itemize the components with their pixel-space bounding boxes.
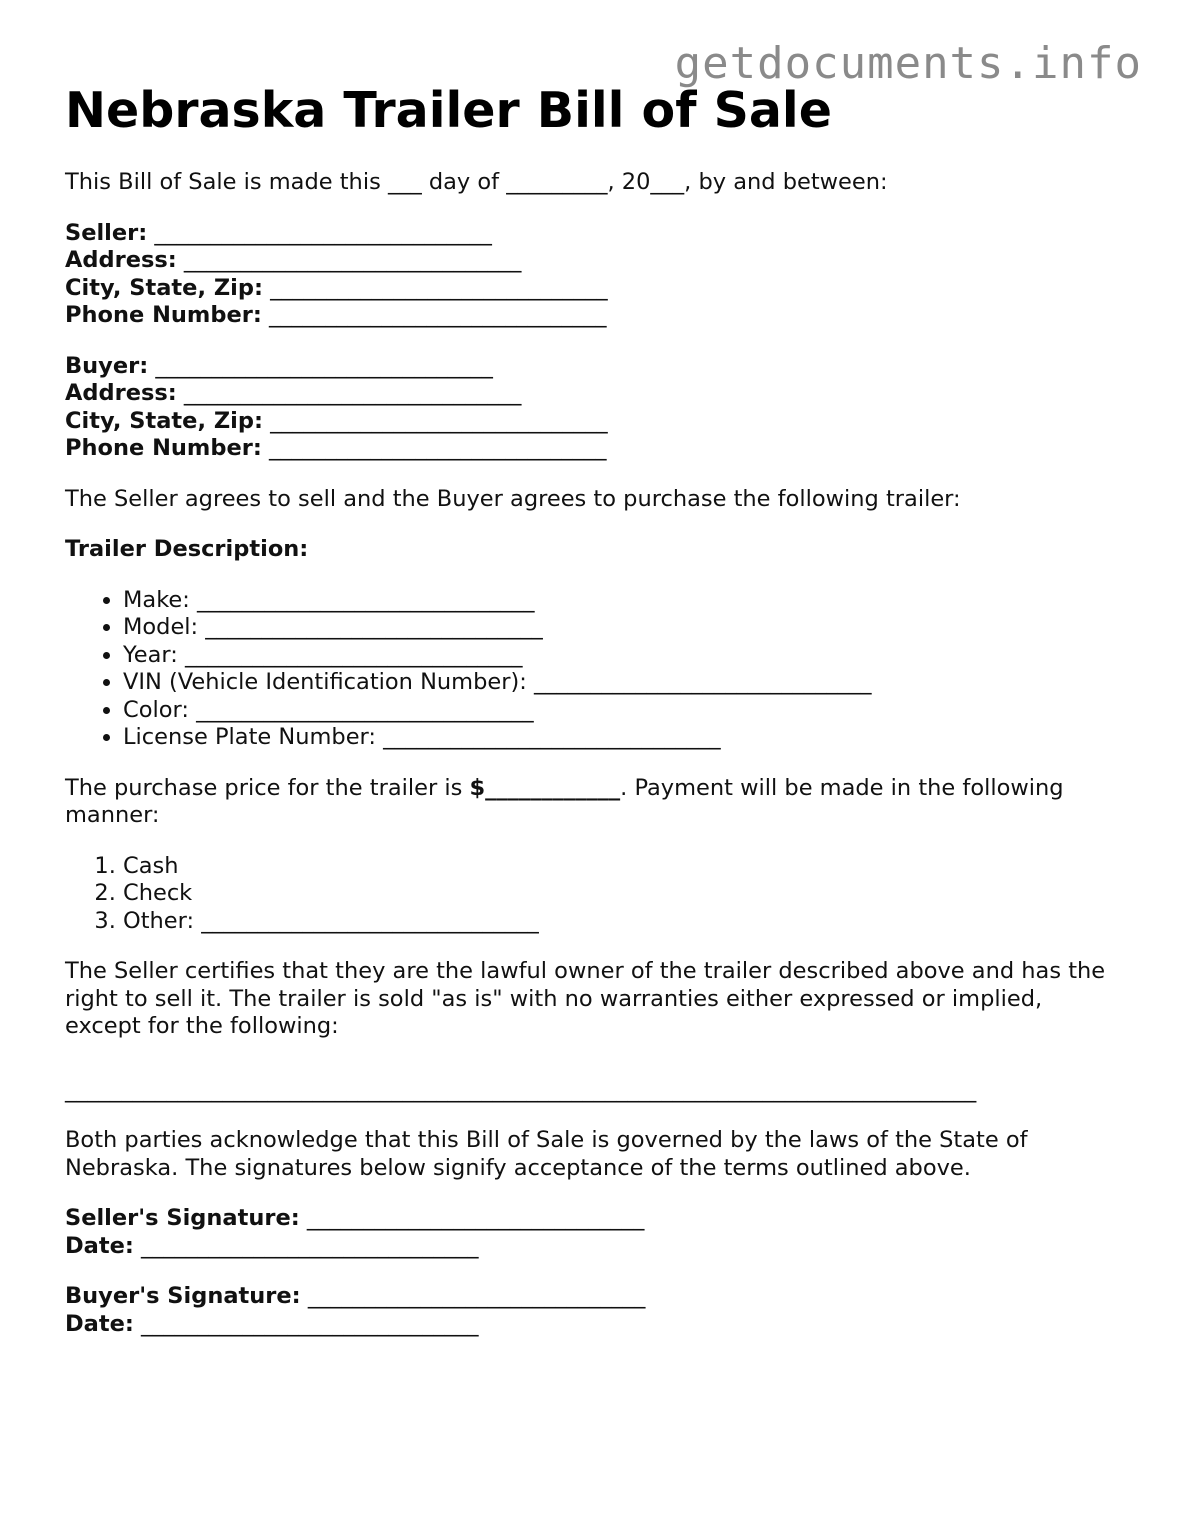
intro-paragraph: This Bill of Sale is made this ___ day of _________, 20___, by and between: xyxy=(65,169,888,195)
payment-methods-list xyxy=(65,853,1115,936)
document-page xyxy=(65,80,1115,1338)
buyer-name-blank: ______________________________ xyxy=(155,352,493,379)
trailer-description-list xyxy=(65,587,1115,752)
list-item-other: 3. Other: ______________________________ xyxy=(123,908,1115,936)
buyer-address-label: Address: xyxy=(65,380,177,406)
buyer-name-label: Buyer: xyxy=(65,352,149,379)
price-suffix: . Payment will be made in the following manner: xyxy=(65,774,1064,828)
buyer-section xyxy=(65,353,1115,463)
agreement-paragraph: The Seller agrees to sell and the Buyer agrees to purchase the following trailer: xyxy=(65,485,961,512)
list-item-vin: • VIN (Vehicle Identification Number): ______________________________ xyxy=(123,669,1115,697)
list-item-cash: 1. Cash xyxy=(123,853,1115,881)
seller-city-blank: ______________________________ xyxy=(270,274,608,301)
buyer-name-line xyxy=(65,353,1115,381)
buyer-signature-section xyxy=(65,1283,1115,1338)
description-heading: Trailer Description: xyxy=(65,536,309,562)
buyer-signature-blank: ______________________________ xyxy=(307,1283,646,1309)
seller-address-line xyxy=(65,247,1115,275)
buyer-address-line xyxy=(65,380,1115,408)
seller-name-label: Seller: xyxy=(65,219,148,246)
list-item-check: 2. Check xyxy=(123,880,1115,908)
buyer-phone-blank: ______________________________ xyxy=(269,435,607,461)
price-prefix: The purchase price for the trailer is xyxy=(65,774,470,801)
seller-signature-label: Seller's Signature: xyxy=(65,1205,300,1231)
buyer-date-blank: ______________________________ xyxy=(141,1310,479,1337)
buyer-city-label: City, State, Zip: xyxy=(65,407,263,434)
document-title: Nebraska Trailer Bill of Sale xyxy=(65,82,832,139)
buyer-address-blank: ______________________________ xyxy=(183,380,522,406)
list-item-color: • Color: ______________________________ xyxy=(123,697,1115,725)
seller-signature-section xyxy=(65,1205,1115,1260)
seller-date-label: Date: xyxy=(65,1232,134,1259)
exceptions-blank: _________________________________________________________________________________ xyxy=(65,1076,977,1103)
list-item-year: • Year: ______________________________ xyxy=(123,642,1115,670)
buyer-signature-label: Buyer's Signature: xyxy=(65,1283,301,1309)
seller-address-blank: ______________________________ xyxy=(183,247,522,273)
seller-city-label: City, State, Zip: xyxy=(65,274,263,301)
buyer-city-line xyxy=(65,408,1115,436)
governing-law-paragraph: Both parties acknowledge that this Bill of Sale is governed by the laws of the State of Nebraska. The signatures below signify acceptance of the terms outlined above. xyxy=(65,1127,1028,1181)
list-item-model: • Model: ______________________________ xyxy=(123,614,1115,642)
seller-date-blank: ______________________________ xyxy=(141,1232,479,1259)
seller-name-line xyxy=(65,220,1115,248)
buyer-phone-label: Phone Number: xyxy=(65,435,262,461)
price-paragraph xyxy=(65,775,1115,830)
certification-paragraph: The Seller certifies that they are the lawful owner of the trailer described above and has the right to sell it. The trailer is sold "as is" with no warranties either expressed or implied, except for the following: xyxy=(65,958,1106,1039)
seller-phone-blank: ______________________________ xyxy=(269,302,607,328)
seller-phone-label: Phone Number: xyxy=(65,302,262,328)
seller-signature-line xyxy=(65,1205,1115,1233)
seller-name-blank: ______________________________ xyxy=(154,219,492,246)
buyer-phone-line xyxy=(65,435,1115,463)
seller-signature-blank: ______________________________ xyxy=(306,1205,645,1231)
price-amount: $____________ xyxy=(469,774,621,801)
seller-phone-line xyxy=(65,302,1115,330)
buyer-date-label: Date: xyxy=(65,1310,134,1337)
list-item-license-plate: • License Plate Number: ______________________________ xyxy=(123,724,1115,752)
watermark: getdocuments.info xyxy=(674,38,1142,89)
seller-date-line xyxy=(65,1233,1115,1261)
seller-address-label: Address: xyxy=(65,247,177,273)
buyer-signature-line xyxy=(65,1283,1115,1311)
list-item-make: • Make: ______________________________ xyxy=(123,587,1115,615)
seller-section xyxy=(65,220,1115,330)
buyer-date-line xyxy=(65,1311,1115,1339)
buyer-city-blank: ______________________________ xyxy=(270,407,608,434)
seller-city-line xyxy=(65,275,1115,303)
